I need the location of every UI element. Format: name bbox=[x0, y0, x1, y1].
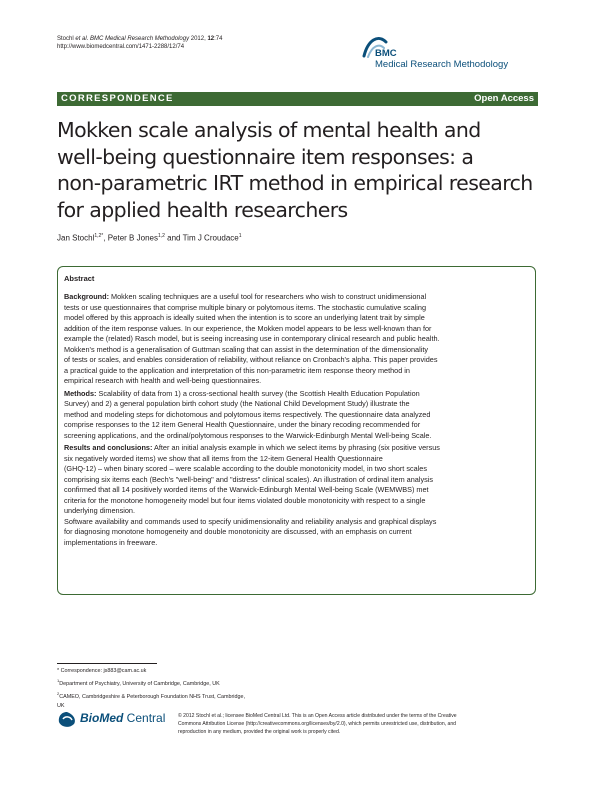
abstract-line: method and modeling steps for dichotomous and polytomous items respectively. The questionnaire data analyzed bbox=[64, 409, 431, 419]
correspondence-note: * Correspondence: js883@cam.ac.uk bbox=[57, 668, 147, 674]
title-line: Mokken scale analysis of mental health and bbox=[57, 118, 481, 142]
logo-line-1: BMC bbox=[375, 48, 397, 59]
citation-line bbox=[57, 35, 222, 43]
license-line: Commons Attribution License (http://creativecommons.org/licenses/by/2.0), which permits unrestricted use, distribution, and bbox=[178, 721, 457, 727]
author-1-affil: 1,2* bbox=[94, 233, 104, 239]
logo-line-2: Medical Research Methodology bbox=[375, 59, 509, 70]
article-url[interactable]: http://www.biomedcentral.com/1471-2288/12/74 bbox=[57, 44, 185, 50]
wordmark-bold: BioMed bbox=[80, 711, 124, 725]
abstract-line: Software availability and commands used to specify unidimensionality and reliability analysis and graphical displays bbox=[64, 516, 437, 526]
section-banner bbox=[57, 92, 538, 106]
abstract-line: of tests or scales, and enables consideration of reliability, without reliance on Cronbach's alpha. This paper provides bbox=[64, 355, 438, 364]
abstract-line: addition of the item response values. In our experience, the Mokken model appears to be less well-known than for bbox=[64, 323, 432, 333]
abstract-line: screening applications, and the ordinal/polytomous responses to the Warwick-Edinburgh Mental Well-being Scale. bbox=[64, 430, 432, 440]
abstract-line: Results and conclusions: After an initial analysis example in which we select items by phrasing (six positive versus bbox=[64, 443, 440, 452]
title-line: for applied health researchers bbox=[57, 197, 348, 222]
methods-label: Methods: bbox=[64, 388, 97, 398]
journal-name: et al. BMC Medical Research Methodology bbox=[75, 36, 190, 42]
background-paragraph bbox=[64, 292, 532, 387]
author-2-affil: 1,2 bbox=[157, 233, 165, 239]
license-line: reproduction in any medium, provided the original work is properly cited. bbox=[178, 729, 341, 735]
abstract-line: comprise responses to the 12 item General Health Questionnaire, under the binary recoding recommended for bbox=[64, 420, 421, 429]
abstract-line: Methods: Scalability of data from 1) a cross-sectional health survey (the Scottish Health Education Population bbox=[64, 388, 420, 398]
author-3-affil: 1 bbox=[238, 233, 242, 239]
title-line: well-being questionnaire item responses: a bbox=[57, 144, 474, 169]
abstract-line: criteria for the monotone homogeneity model but four items violated double monotonicity with respect to a single bbox=[64, 495, 426, 505]
affiliation-1: $^1$Department of Psychiatry, University of Cambridge, Cambridge, UK bbox=[57, 678, 220, 687]
author-list bbox=[57, 233, 242, 243]
author-name: Stochl bbox=[57, 36, 74, 42]
results-paragraph bbox=[64, 443, 532, 548]
license-notice bbox=[178, 712, 538, 736]
affiliation-2: $^2$CAMEO, Cambridgeshire & Peterborough Foundation NHS Trust, Cambridge, bbox=[57, 690, 245, 700]
title-line: non-parametric IRT method in empirical research bbox=[57, 171, 533, 195]
abstract-line: six negatively worded items) we show that all items from the 12-item General Health Questionnaire bbox=[64, 453, 383, 463]
abstract-line: (GHQ-12) – when binary scored – were scalable according to the double monotonicity model, in two short scales bbox=[64, 464, 427, 473]
biomed-central-logo-icon bbox=[57, 711, 77, 729]
year: 2012, bbox=[190, 36, 206, 42]
footnotes bbox=[57, 667, 297, 711]
abstract-line: Background: Mokken scaling techniques are a useful tool for researchers who wish to construct unidimensional bbox=[64, 292, 427, 301]
abstract-line: Mokken's method is a generalisation of Guttman scaling that can assist in the determination of the dimensionality bbox=[64, 344, 429, 354]
abstract-line: comprising six items each (Bech's "well-being" and "distress" clinical scales). An illustration of ordinal item analysis bbox=[64, 474, 434, 484]
abstract-line: example the (related) Rasch model, but is seeing increasing use in contemporary clinical research and public health. bbox=[64, 334, 440, 343]
affiliation-2-cont: UK bbox=[57, 702, 65, 709]
journal-logo-text bbox=[375, 48, 508, 70]
page-number: :74 bbox=[214, 36, 223, 42]
abstract-line: implementations in freeware. bbox=[64, 537, 158, 547]
abstract-line: underlying dimension. bbox=[64, 506, 135, 515]
abstract-line: empirical research with health and well-being questionnaires. bbox=[64, 376, 262, 385]
abstract-body bbox=[64, 292, 532, 550]
abstract-heading: Abstract bbox=[64, 274, 95, 283]
abstract-line: confirmed that all 14 positively worded items of the Warwick-Edinburgh Mental Well-being Scale (WEMWBS) met bbox=[64, 485, 429, 494]
running-header bbox=[57, 35, 222, 51]
open-access-label: Open Access bbox=[474, 93, 534, 104]
abstract-line: model offered by this approach is ideally suited when the intention is to score an underlying latent trait by simple bbox=[64, 313, 425, 322]
abstract-line: a practical guide to the application and interpretation of this non-parametric item response theory method in bbox=[64, 365, 410, 375]
article-title bbox=[57, 117, 537, 223]
volume: 12 bbox=[207, 36, 215, 42]
abstract-line: for diagnosing monotone homogeneity and double monotonicity are discussed, with an emphasis on current bbox=[64, 527, 412, 536]
author-3: and Tim J Croudace bbox=[164, 233, 239, 243]
results-label: Results and conclusions: bbox=[64, 443, 153, 452]
section-label: CORRESPONDENCE bbox=[61, 93, 174, 104]
methods-paragraph bbox=[64, 389, 532, 442]
footnote-divider bbox=[57, 663, 157, 664]
wordmark-rest: Central bbox=[123, 711, 166, 725]
background-label: Background: bbox=[64, 292, 109, 301]
author-2: , Peter B Jones bbox=[103, 233, 158, 243]
author-1: Jan Stochl bbox=[57, 233, 95, 243]
abstract-line: tests or use questionnaires that comprise multiple binary or polytomous items. The stochastic cumulative scaling bbox=[64, 302, 427, 312]
biomed-central-wordmark bbox=[80, 711, 165, 725]
abstract-line: Survey) and 2) a general population birth cohort study (the National Child Development Study) illustrate the bbox=[64, 399, 410, 408]
license-line: © 2012 Stochl et al.; licensee BioMed Central Ltd. This is an Open Access article distributed under the terms of the Creative bbox=[178, 713, 457, 719]
